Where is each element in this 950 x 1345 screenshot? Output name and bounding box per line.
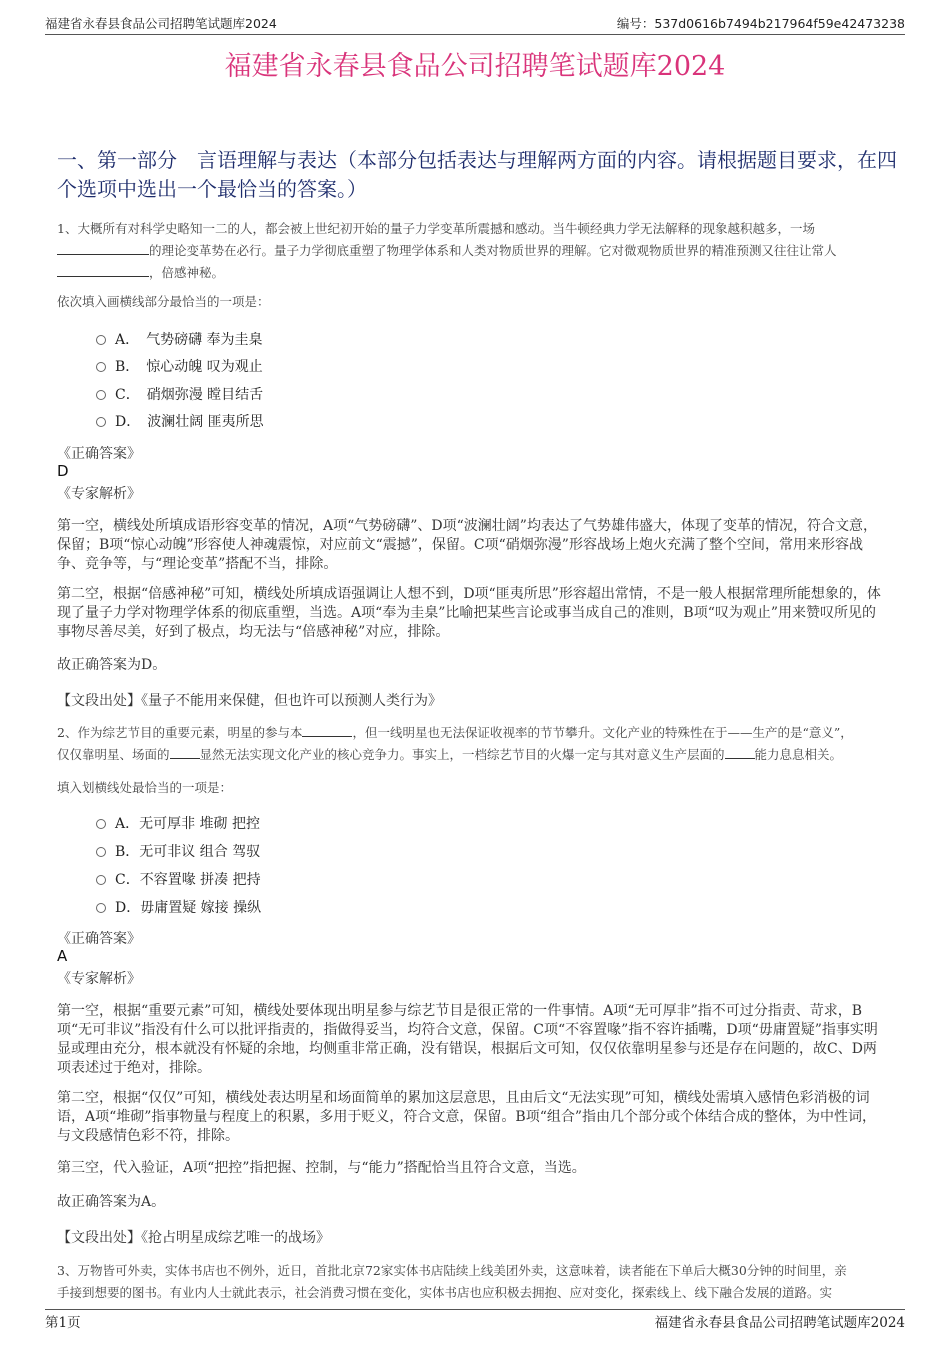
q2-option-a[interactable]: A．无可厚非 堆砌 把控 bbox=[96, 814, 260, 834]
q2-blank-3 bbox=[725, 744, 755, 759]
q1-analysis-1: 第一空，横线处所填成语形容变革的情况，A项“气势磅礴”、D项“波澜壮阔”均表达了气势雄伟盛大，体现了变革的情况，符合文意，保留；B项“惊心动魄”形容使人神魂震惊，对应前文“震撼”，保留。C项“硝烟弥漫”形容战场上炮火充满了整个空间，常用来形容战争、竞争等，与“理论变革”搭配不当，排除。 bbox=[57, 518, 877, 572]
page-title: 福建省永春县食品公司招聘笔试题库2024 bbox=[224, 51, 726, 82]
radio-icon[interactable] bbox=[96, 362, 106, 372]
radio-icon[interactable] bbox=[96, 903, 106, 913]
q1-stem-b: 的理论变革势在必行。量子力学彻底重塑了物理学体系和人类对物质世界的理解。它对微观物质世界的精准预测又往往让常人 bbox=[149, 243, 837, 258]
page-footer bbox=[45, 1311, 905, 1331]
q2-stem-e: 能力息息相关。 bbox=[754, 747, 843, 762]
q1-option-d[interactable]: D． 波澜壮阔 匪夷所思 bbox=[96, 412, 264, 432]
q1-analysis-2: 第二空，根据“倍感神秘”可知，横线处所填成语强调让人想不到，D项“匪夷所思”形容超出常情，不是一般人根据常理所能想象的，体现了量子力学对物理学体系的彻底重塑，当选。A项“奉为圭臬”比喻把某些言论或事当成自己的准则，B项“叹为观止”用来赞叹所见的事物尽善尽美，好到了极点，均无法与“倍感神秘”对应，排除。 bbox=[57, 586, 881, 640]
q2-answer: A bbox=[57, 947, 68, 965]
section-heading: 一、第一部分 言语理解与表达（本部分包括表达与理解两方面的内容。请根据题目要求，在四个选项中选出一个最恰当的答案。） bbox=[57, 148, 897, 201]
q2-blank-1 bbox=[302, 722, 352, 737]
q1-option-a[interactable]: A． 气势磅礴 奉为圭臬 bbox=[96, 330, 263, 350]
q2-option-b[interactable]: B．无可非议 组合 驾驭 bbox=[96, 842, 260, 862]
q2-analysis-4: 故正确答案为A。 bbox=[57, 1194, 166, 1210]
footer-doc-title: 福建省永春县食品公司招聘笔试题库2024 bbox=[654, 1315, 905, 1331]
q1-blank-1 bbox=[57, 240, 149, 255]
q2-option-c[interactable]: C．不容置喙 拼凑 把持 bbox=[96, 870, 261, 890]
q1-prompt: 依次填入画横线部分最恰当的一项是： bbox=[57, 294, 270, 309]
q1-option-b[interactable]: B． 惊心动魄 叹为观止 bbox=[96, 357, 263, 377]
q2-stem-d: 显然无法实现文化产业的核心竞争力。事实上，一档综艺节目的火爆一定与其对意义生产层面的 bbox=[199, 747, 725, 762]
q1-option-c[interactable]: C． 硝烟弥漫 瞠目结舌 bbox=[96, 385, 263, 405]
q1-stem bbox=[57, 218, 895, 284]
radio-icon[interactable] bbox=[96, 847, 106, 857]
radio-icon[interactable] bbox=[96, 819, 106, 829]
q3-stem bbox=[57, 1260, 895, 1304]
page-number: 第1页 bbox=[45, 1315, 81, 1331]
q1-stem-a: 1、大概所有对科学史略知一二的人，都会被上世纪初开始的量子力学变革所震撼和感动。当牛顿经典力学无法解释的现象越积越多，一场 bbox=[57, 221, 815, 236]
radio-icon[interactable] bbox=[96, 335, 106, 345]
q2-option-d[interactable]: D．毋庸置疑 嫁接 操纵 bbox=[96, 898, 261, 918]
q1-stem-c: ，倍感神秘。 bbox=[149, 265, 225, 280]
q1-answer: D bbox=[57, 462, 69, 480]
radio-icon[interactable] bbox=[96, 417, 106, 427]
q2-stem-a: 2、作为综艺节目的重要元素，明星的参与本 bbox=[57, 725, 303, 740]
q1-blank-2 bbox=[57, 262, 149, 277]
q1-expert-analysis-label: 《专家解析》 bbox=[57, 486, 141, 502]
q2-stem-c: 仅仅靠明星、场面的 bbox=[57, 747, 170, 762]
q1-analysis-3: 故正确答案为D。 bbox=[57, 657, 167, 673]
q2-blank-2 bbox=[170, 744, 200, 759]
q2-analysis-1: 第一空，根据“重要元素”可知，横线处要体现出明星参与综艺节目是很正常的一件事情。A项“无可厚非”指不可过分指责、苛求，B项“无可非议”指没有什么可以批评指责的，指做得妥当，均符合文意，保留。C项“不容置喙”指不容许插嘴，D项“毋庸置疑”指事实明显或理由充分，根本就没有怀疑的余地，均侧重非常正确，没有错误，根据后文可知，仅仅依靠明星参与还是存在问题的，故C、D两项表述过于绝对，排除。 bbox=[57, 1003, 878, 1076]
header-doc-id: 编号：537d0616b7494b217964f59e42473238 bbox=[616, 16, 905, 31]
q2-stem bbox=[57, 722, 895, 766]
q2-source: 【文段出处】《抢占明星成综艺唯一的战场》 bbox=[57, 1230, 330, 1246]
header-divider bbox=[45, 34, 905, 35]
q2-correct-answer-label: 《正确答案》 bbox=[57, 931, 141, 947]
q2-analysis-2: 第二空，根据“仅仅”可知，横线处表达明星和场面简单的累加这层意思，且由后文“无法实现”可知，横线处需填入感情色彩消极的词语，A项“堆砌”指事物量与程度上的积累，多用于贬义，符合文意，保留。B项“组合”指由几个部分或个体结合成的整体，为中性词，与文段感情色彩不符，排除。 bbox=[57, 1090, 877, 1144]
q1-source: 【文段出处】《量子不能用来保健，但也许可以预测人类行为》 bbox=[57, 693, 442, 709]
q2-expert-analysis-label: 《专家解析》 bbox=[57, 971, 141, 987]
radio-icon[interactable] bbox=[96, 875, 106, 885]
q3-stem-a: 3、万物皆可外卖，实体书店也不例外，近日，首批北京72家实体书店陆续上线美团外卖，这意味着，读者能在下单后大概30分钟的时间里，亲 bbox=[57, 1263, 847, 1278]
footer-divider bbox=[45, 1309, 905, 1310]
q1-correct-answer-label: 《正确答案》 bbox=[57, 446, 141, 462]
radio-icon[interactable] bbox=[96, 390, 106, 400]
q2-analysis-3: 第三空，代入验证，A项“把控”指把握、控制，与“能力”搭配恰当且符合文意，当选。 bbox=[57, 1160, 586, 1176]
page-header bbox=[45, 14, 905, 34]
q2-stem-b: ，但一线明星也无法保证收视率的节节攀升。文化产业的特殊性在于——生产的是“意义”， bbox=[352, 725, 853, 740]
q2-prompt: 填入划横线处最恰当的一项是： bbox=[57, 780, 233, 795]
header-doc-title: 福建省永春县食品公司招聘笔试题库2024 bbox=[45, 16, 277, 31]
q3-stem-b: 手接到想要的图书。有业内人士就此表示，社会消费习惯在变化，实体书店也应积极去拥抱、应对变化，探索线上、线下融合发展的道路。实 bbox=[57, 1285, 833, 1300]
